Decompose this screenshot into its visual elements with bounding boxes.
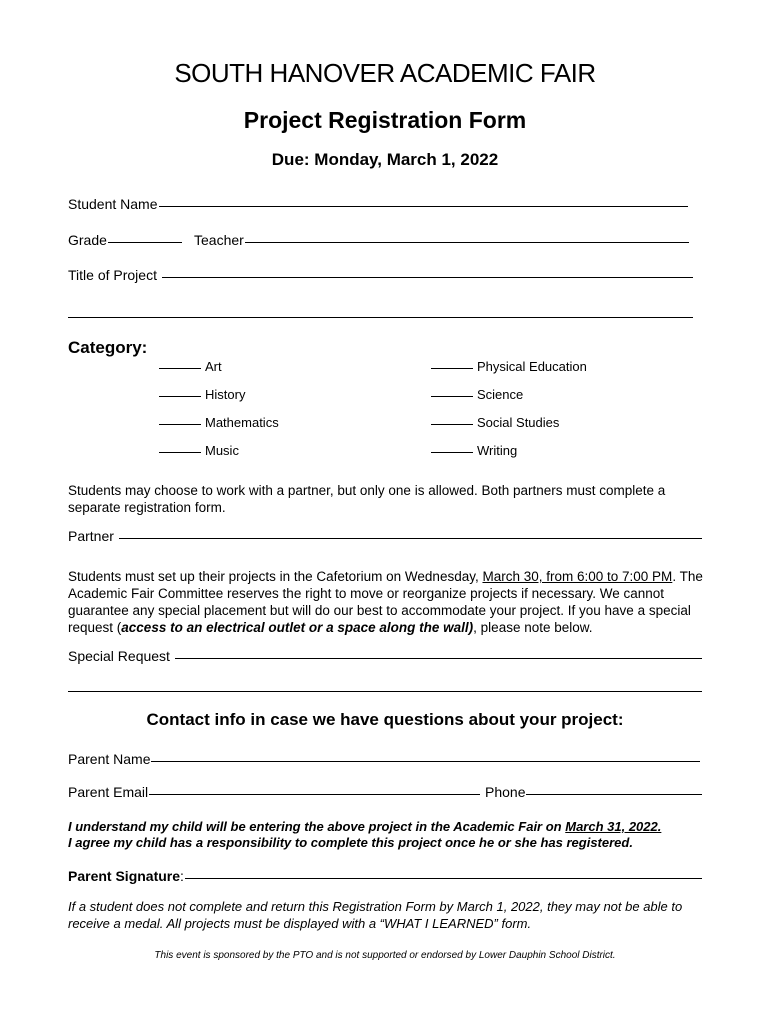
setup-date: March 30, from 6:00 to 7:00 PM bbox=[482, 569, 673, 584]
student-name-field[interactable] bbox=[68, 196, 688, 212]
medal-note: If a student does not complete and return this Registration Form by March 1, 2022, they may not be able to receive a medal. All projects must be displayed with a “WHAT I LEARNED” form. bbox=[68, 899, 683, 931]
project-title-line[interactable] bbox=[162, 276, 693, 278]
category-option-music[interactable]: Music bbox=[159, 443, 239, 458]
grade-line[interactable] bbox=[108, 241, 182, 243]
parent-name-line[interactable] bbox=[151, 760, 700, 762]
category-option-art[interactable]: Art bbox=[159, 359, 222, 374]
partner-field[interactable] bbox=[68, 528, 702, 544]
parent-signature-line[interactable] bbox=[185, 877, 702, 879]
contact-heading: Contact info in case we have questions about your project: bbox=[146, 710, 624, 729]
parent-email-label: Parent Email bbox=[68, 784, 149, 800]
category-option-history[interactable]: History bbox=[159, 387, 245, 402]
project-title-line-2[interactable] bbox=[68, 316, 693, 318]
partner-label: Partner bbox=[68, 528, 114, 544]
student-name-line[interactable] bbox=[159, 205, 689, 207]
parent-signature-field[interactable]: Parent Signature : bbox=[68, 868, 702, 884]
student-name-label: Student Name bbox=[68, 196, 158, 212]
phone-line[interactable] bbox=[526, 793, 702, 795]
partner-line[interactable] bbox=[119, 537, 702, 539]
form-title: Project Registration Form bbox=[243, 107, 527, 133]
special-request-line[interactable] bbox=[175, 657, 702, 659]
partner-instructions: Students may choose to work with a partner, but only one is allowed. Both partners must complete a separate registration form. bbox=[68, 483, 666, 515]
special-request-label: Special Request bbox=[68, 648, 170, 664]
parent-email-line[interactable] bbox=[149, 793, 480, 795]
parent-signature-label: Parent Signature bbox=[68, 868, 181, 884]
project-title-field[interactable] bbox=[68, 267, 693, 283]
grade-label: Grade bbox=[68, 232, 107, 248]
teacher-label: Teacher bbox=[194, 232, 244, 248]
phone-field[interactable] bbox=[485, 784, 702, 800]
special-request-field[interactable] bbox=[68, 648, 702, 664]
category-heading: Category: bbox=[68, 338, 148, 357]
category-option-mathematics[interactable]: Mathematics bbox=[159, 415, 279, 430]
grade-field[interactable] bbox=[68, 232, 182, 248]
teacher-line[interactable] bbox=[245, 241, 689, 243]
sponsor-footer: This event is sponsored by the PTO and is not supported or endorsed by Lower Dauphin School District. bbox=[154, 950, 616, 961]
teacher-field[interactable] bbox=[194, 232, 689, 248]
agreement-statement: I understand my child will be entering the above project in the Academic Fair on March 31, 2022. I agree my child has a responsibility to complete this project once he or she has registered. bbox=[68, 819, 662, 850]
category-option-writing[interactable]: Writing bbox=[431, 443, 517, 458]
parent-name-field[interactable] bbox=[68, 751, 700, 767]
fair-date: March 31, 2022. bbox=[565, 819, 662, 834]
category-option-physical-education[interactable]: Physical Education bbox=[431, 359, 587, 374]
category-option-social-studies[interactable]: Social Studies bbox=[431, 415, 559, 430]
phone-label: Phone bbox=[485, 784, 526, 800]
category-option-science[interactable]: Science bbox=[431, 387, 523, 402]
special-request-line-2[interactable] bbox=[68, 690, 702, 692]
parent-name-label: Parent Name bbox=[68, 751, 151, 767]
due-date: Due: Monday, March 1, 2022 bbox=[271, 150, 499, 169]
setup-instructions: Students must set up their projects in the Cafetorium on Wednesday, March 30, from 6:00 to 7:00 PM. The Academic Fair Committee reserves the right to move or reorganize projects if necessary. We cannot guarantee any special placement but will do our best to accommodate your project. If you have a special request (access to an electrical outlet or a space along the wall), please note below. bbox=[68, 569, 703, 635]
parent-email-field[interactable] bbox=[68, 784, 480, 800]
event-title: SOUTH HANOVER ACADEMIC FAIR bbox=[174, 58, 596, 88]
project-title-label: Title of Project bbox=[68, 267, 157, 283]
special-request-examples: access to an electrical outlet or a space along the wall) bbox=[121, 620, 474, 635]
